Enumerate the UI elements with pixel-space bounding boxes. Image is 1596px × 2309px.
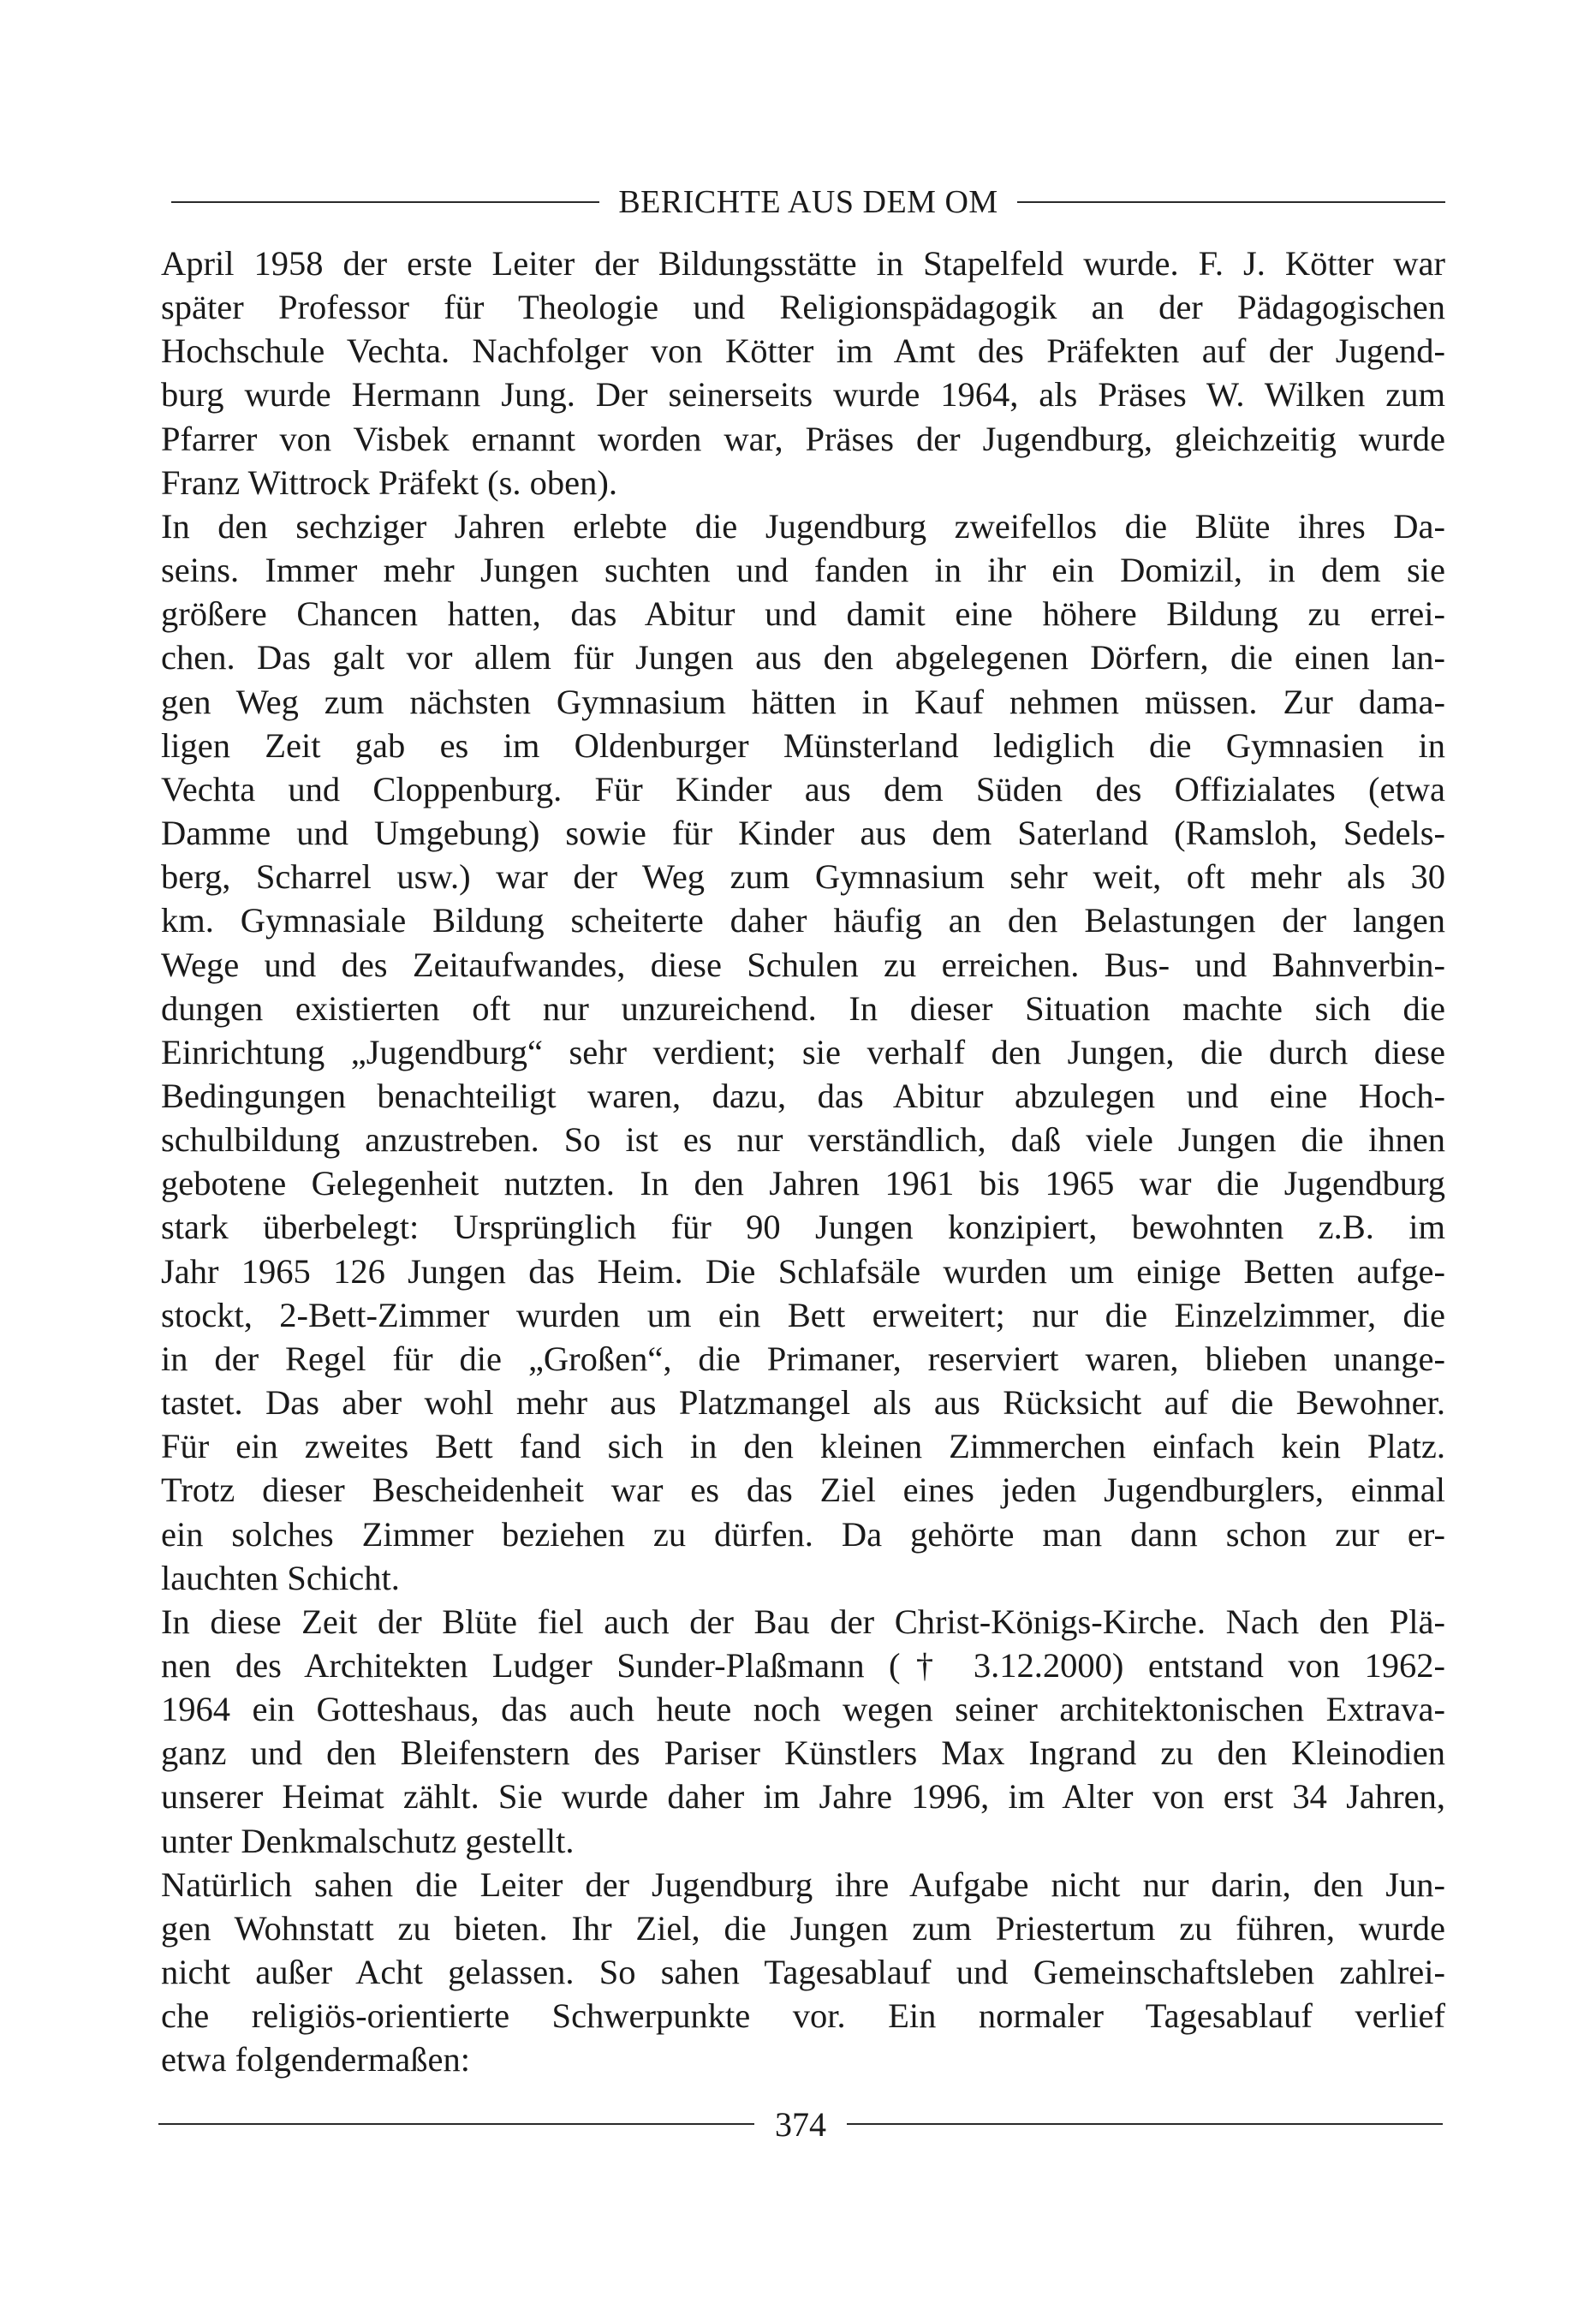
- text-line: stockt, 2-Bett-Zimmer wurden um ein Bett erweitert; nur die Einzelzimmer, die: [161, 1295, 1445, 1334]
- text-line: km. Gymnasiale Bildung scheiterte daher häufig an den Belastungen der langen: [161, 901, 1445, 940]
- text-line: seins. Immer mehr Jungen suchten und fanden in ihr ein Domizil, in dem sie: [161, 551, 1445, 590]
- text-line: Für ein zweites Bett fand sich in den kleinen Zimmerchen einfach kein Platz.: [161, 1427, 1445, 1466]
- text-line: Bedingungen benachteiligt waren, dazu, das Abitur abzulegen und eine Hoch-: [161, 1076, 1445, 1115]
- text-line: burg wurde Hermann Jung. Der seinerseits wurde 1964, als Präses W. Wilken zum: [161, 375, 1445, 415]
- text-line: Natürlich sahen die Leiter der Jugendburg ihre Aufgabe nicht nur darin, den Jun-: [161, 1865, 1445, 1904]
- text-line: Franz Wittrock Präfekt (s. oben).: [161, 462, 617, 502]
- text-line: gen Wohnstatt zu bieten. Ihr Ziel, die Jungen zum Priestertum zu führen, wurde: [161, 1908, 1445, 1948]
- text-line: Einrichtung „Jugendburg“ sehr verdient; sie verhalf den Jungen, die durch diese: [161, 1032, 1445, 1071]
- text-line: stark überbelegt: Ursprünglich für 90 Jungen konzipiert, bewohnten z.B. im: [161, 1208, 1445, 1247]
- running-header-title: BERICHTE AUS DEM OM: [618, 184, 998, 220]
- header-rule-left: [171, 201, 599, 203]
- text-line: später Professor für Theologie und Religionspädagogik an der Pädagogischen: [161, 288, 1445, 327]
- body-text: [161, 242, 1445, 2082]
- text-line: unserer Heimat zählt. Sie wurde daher im Jahre 1996, im Alter von erst 34 Jahren,: [161, 1777, 1445, 1817]
- text-line: etwa folgendermaßen:: [161, 2040, 470, 2079]
- footer-rule-right: [847, 2123, 1443, 2125]
- text-line: Trotz dieser Bescheidenheit war es das Ziel eines jeden Jugendburglers, einmal: [161, 1471, 1445, 1510]
- text-line: berg, Scharrel usw.) war der Weg zum Gymnasium sehr weit, oft mehr als 30: [161, 857, 1445, 897]
- text-line: lauchten Schicht.: [161, 1558, 400, 1597]
- text-line: Jahr 1965 126 Jungen das Heim. Die Schlafsäle wurden um einige Betten aufge-: [161, 1251, 1445, 1291]
- text-line: April 1958 der erste Leiter der Bildungsstätte in Stapelfeld wurde. F. J. Kötter war: [161, 244, 1445, 283]
- text-line: In diese Zeit der Blüte fiel auch der Bau der Christ-Königs-Kirche. Nach den Plä-: [161, 1602, 1445, 1641]
- text-line: nicht außer Acht gelassen. So sahen Tagesablauf und Gemeinschaftsleben zahlrei-: [161, 1953, 1445, 1992]
- footer-rule-left: [158, 2123, 754, 2125]
- text-line: unter Denkmalschutz gestellt.: [161, 1821, 575, 1860]
- text-line: schulbildung anzustreben. So ist es nur verständlich, daß viele Jungen die ihnen: [161, 1120, 1445, 1160]
- text-line: In den sechziger Jahren erlebte die Jugendburg zweifellos die Blüte ihres Da-: [161, 506, 1445, 546]
- text-line: gen Weg zum nächsten Gymnasium hätten in Kauf nehmen müssen. Zur dama-: [161, 682, 1445, 721]
- text-line: größere Chancen hatten, das Abitur und damit eine höhere Bildung zu errei-: [161, 594, 1445, 634]
- text-line: gebotene Gelegenheit nutzten. In den Jahren 1961 bis 1965 war die Jugendburg: [161, 1164, 1445, 1203]
- text-line: Damme und Umgebung) sowie für Kinder aus dem Saterland (Ramsloh, Sedels-: [161, 814, 1445, 853]
- text-line: ligen Zeit gab es im Oldenburger Münsterland lediglich die Gymnasien in: [161, 725, 1445, 765]
- text-line: tastet. Das aber wohl mehr aus Platzmangel als aus Rücksicht auf die Bewohner.: [161, 1383, 1445, 1423]
- running-header: [171, 176, 1445, 228]
- text-line: 1964 ein Gotteshaus, das auch heute noch wegen seiner architektonischen Extrava-: [161, 1690, 1445, 1729]
- text-line: Pfarrer von Visbek ernannt worden war, Präses der Jugendburg, gleichzeitig wurde: [161, 419, 1445, 458]
- text-line: Wege und des Zeitaufwandes, diese Schulen zu erreichen. Bus- und Bahnverbin-: [161, 945, 1445, 984]
- page-number: 374: [775, 2104, 826, 2144]
- text-line: che religiös-orientierte Schwerpunkte vor. Ein normaler Tagesablauf verlief: [161, 1996, 1445, 2036]
- header-rule-right: [1017, 201, 1445, 203]
- page-footer: [158, 2100, 1443, 2148]
- text-line: ein solches Zimmer beziehen zu dürfen. Da gehörte man dann schon zur er-: [161, 1514, 1445, 1554]
- text-line: ganz und den Bleifenstern des Pariser Künstlers Max Ingrand zu den Kleinodien: [161, 1733, 1445, 1773]
- text-line: in der Regel für die „Großen“, die Primaner, reserviert waren, blieben unange-: [161, 1339, 1445, 1378]
- text-line: dungen existierten oft nur unzureichend. In dieser Situation machte sich die: [161, 988, 1445, 1028]
- text-line: chen. Das galt vor allem für Jungen aus den abgelegenen Dörfern, die einen lan-: [161, 638, 1445, 677]
- text-line: Vechta und Cloppenburg. Für Kinder aus dem Süden des Offizialates (etwa: [161, 769, 1445, 808]
- text-line: Hochschule Vechta. Nachfolger von Kötter im Amt des Präfekten auf der Jugend-: [161, 331, 1445, 371]
- text-line: nen des Architekten Ludger Sunder-Plaßmann († 3.12.2000) entstand von 1962-: [161, 1646, 1445, 1685]
